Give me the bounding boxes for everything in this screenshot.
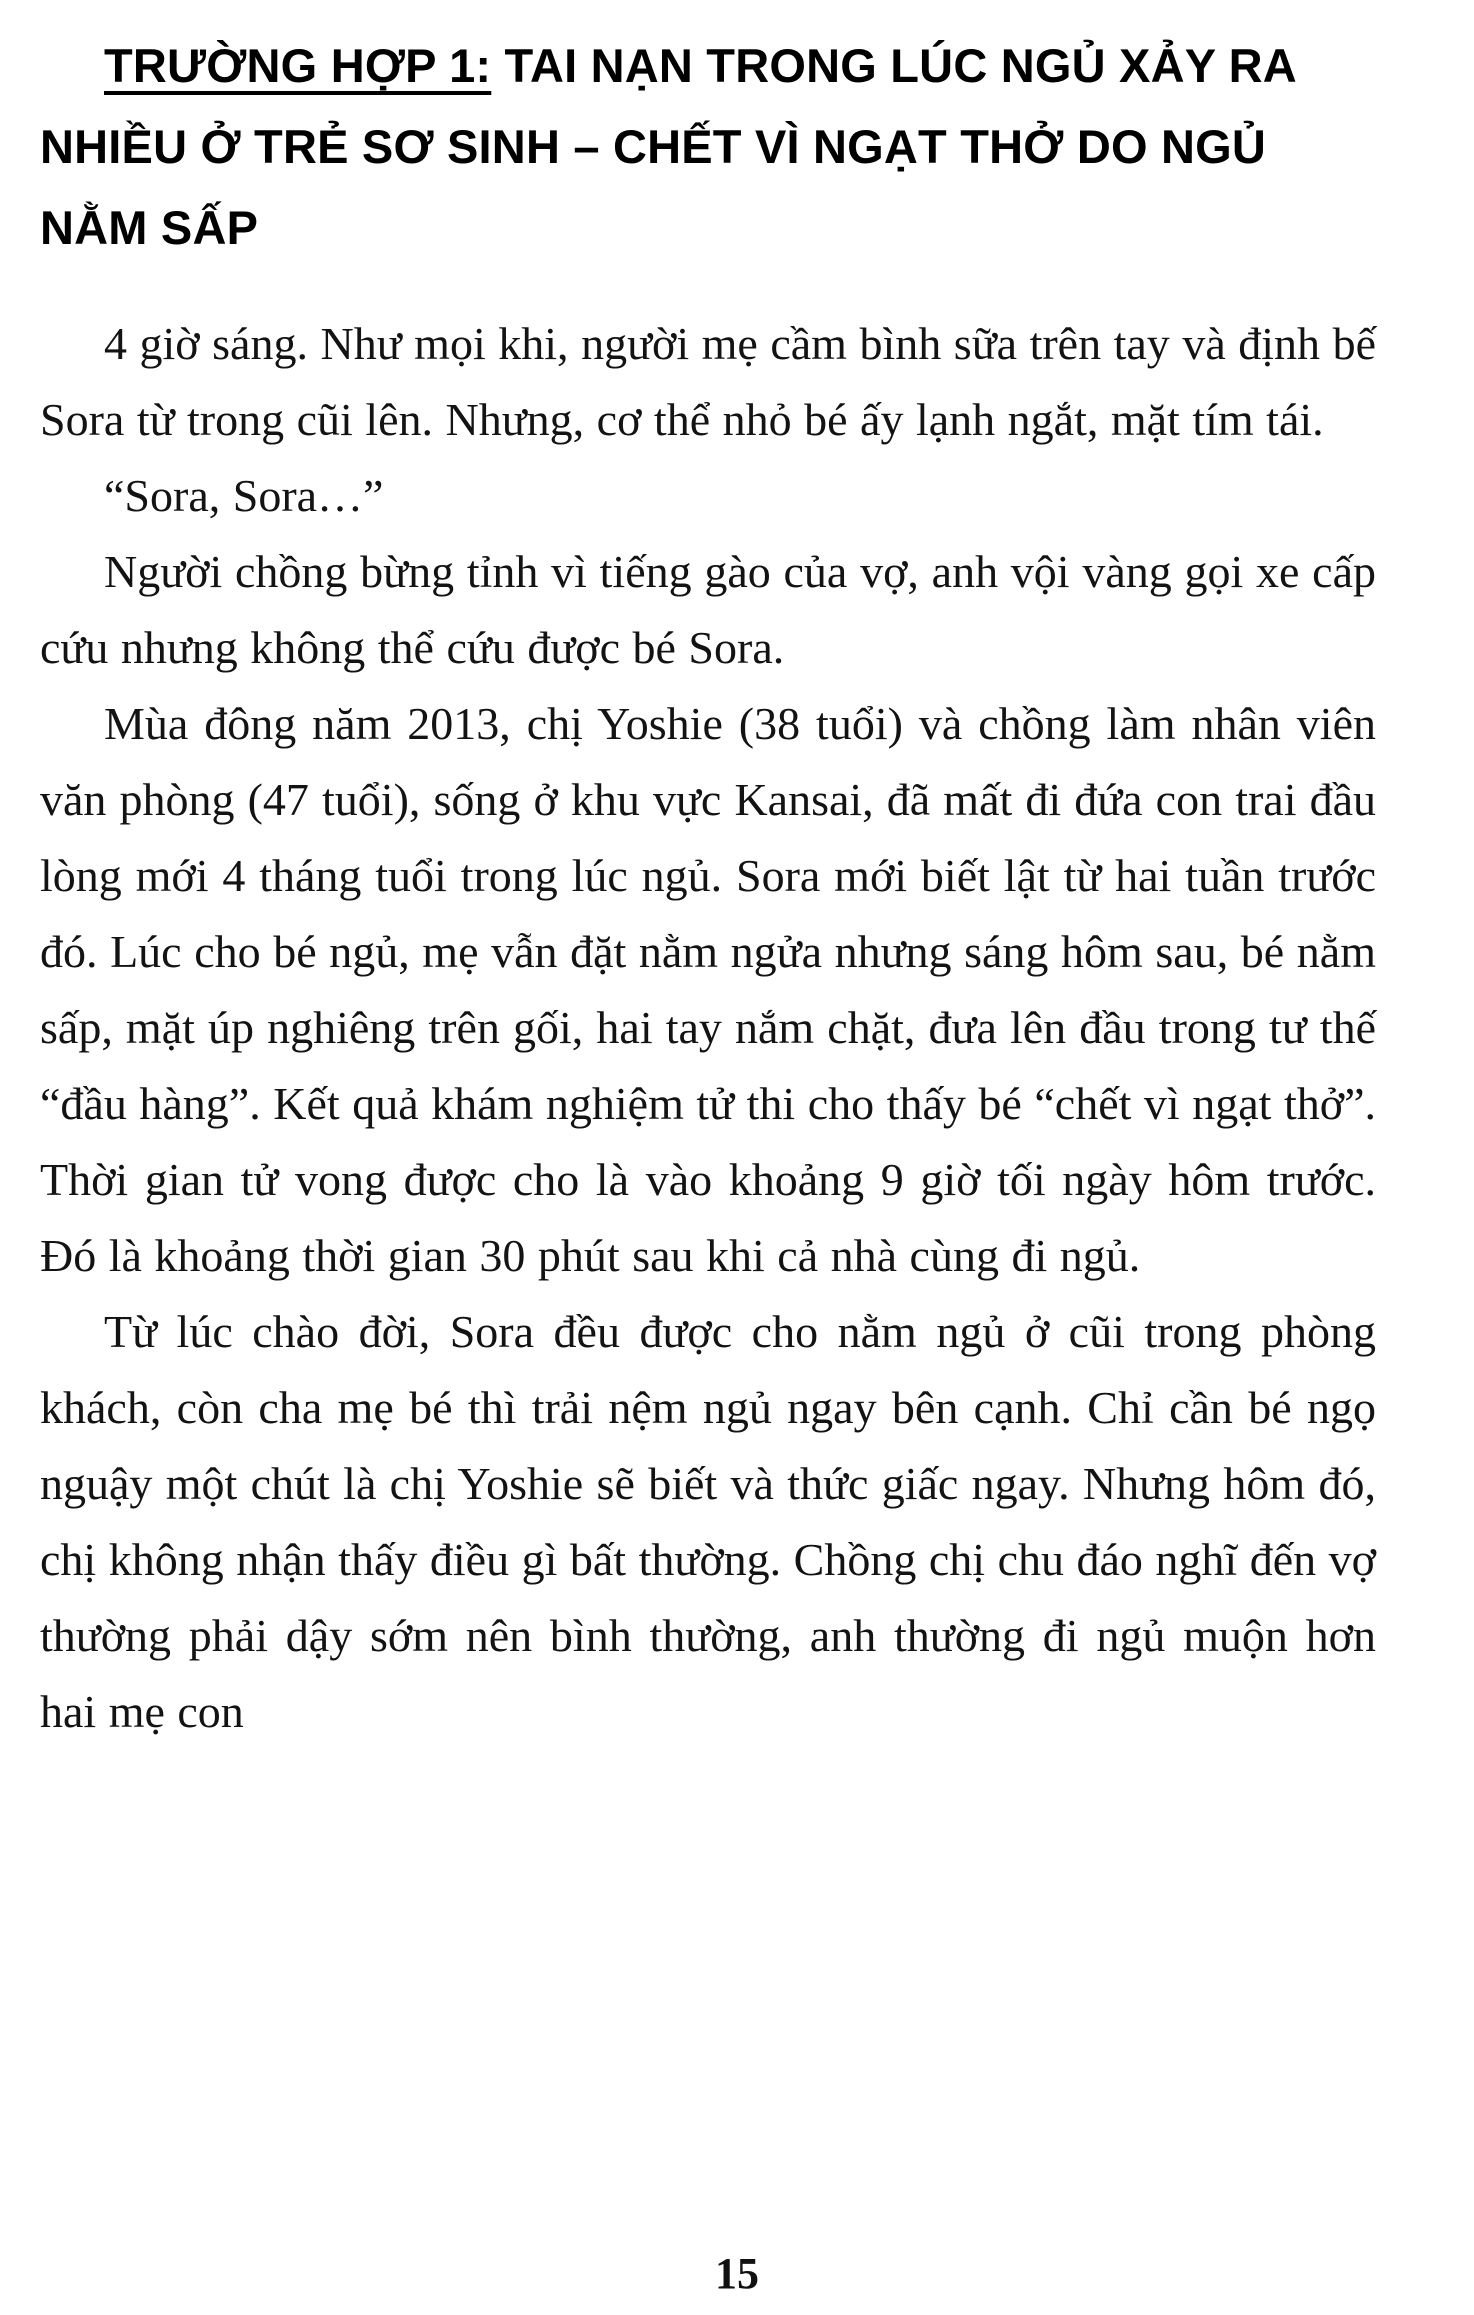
body-text — [40, 306, 1376, 1750]
case-number-label: TRƯỜNG HỢP 1: — [104, 39, 492, 92]
paragraph-2: “Sora, Sora…” — [104, 470, 384, 522]
chapter-heading — [40, 26, 1376, 268]
paragraph-1: 4 giờ sáng. Như mọi khi, người mẹ cầm bình sữa trên tay và định bế Sora từ trong cũi lên. Nhưng, cơ thể nhỏ bé ấy lạnh ngắt, mặt tím tái. — [40, 318, 1376, 446]
paragraph-4: Mùa đông năm 2013, chị Yoshie (38 tuổi) và chồng làm nhân viên văn phòng (47 tuổi), sống ở khu vực Kansai, đã mất đi đứa con trai đầu lòng mới 4 tháng tuổi trong lúc ngủ. Sora mới biết lật từ hai tuần trước đó. Lúc cho bé ngủ, mẹ vẫn đặt nằm ngửa nhưng sáng hôm sau, bé nằm sấp, mặt úp nghiêng trên gối, hai tay nắm chặt, đưa lên đầu trong tư thế “đầu hàng”. Kết quả khám nghiệm tử thi cho thấy bé “chết vì ngạt thở”. Thời gian tử vong được cho là vào khoảng 9 giờ tối ngày hôm trước. Đó là khoảng thời gian 30 phút sau khi cả nhà cùng đi ngủ. — [40, 698, 1376, 1282]
paragraph-5: Từ lúc chào đời, Sora đều được cho nằm ngủ ở cũi trong phòng khách, còn cha mẹ bé thì trải nệm ngủ ngay bên cạnh. Chỉ cần bé ngọ nguậy một chút là chị Yoshie sẽ biết và thức giấc ngay. Nhưng hôm đó, chị không nhận thấy điều gì bất thường. Chồng chị chu đáo nghĩ đến vợ thường phải dậy sớm nên bình thường, anh thường đi ngủ muộn hơn hai mẹ con — [40, 1306, 1376, 1738]
chapter-heading-text: TAI NẠN TRONG LÚC NGỦ XẢY RA NHIỀU Ở TRẺ SƠ SINH – CHẾT VÌ NGẠT THỞ DO NGỦ NẰM SẤP — [40, 39, 1296, 254]
page-number: 15 — [715, 2249, 759, 2298]
paragraph-3: Người chồng bừng tỉnh vì tiếng gào của vợ, anh vội vàng gọi xe cấp cứu nhưng không thể cứu được bé Sora. — [40, 546, 1376, 674]
